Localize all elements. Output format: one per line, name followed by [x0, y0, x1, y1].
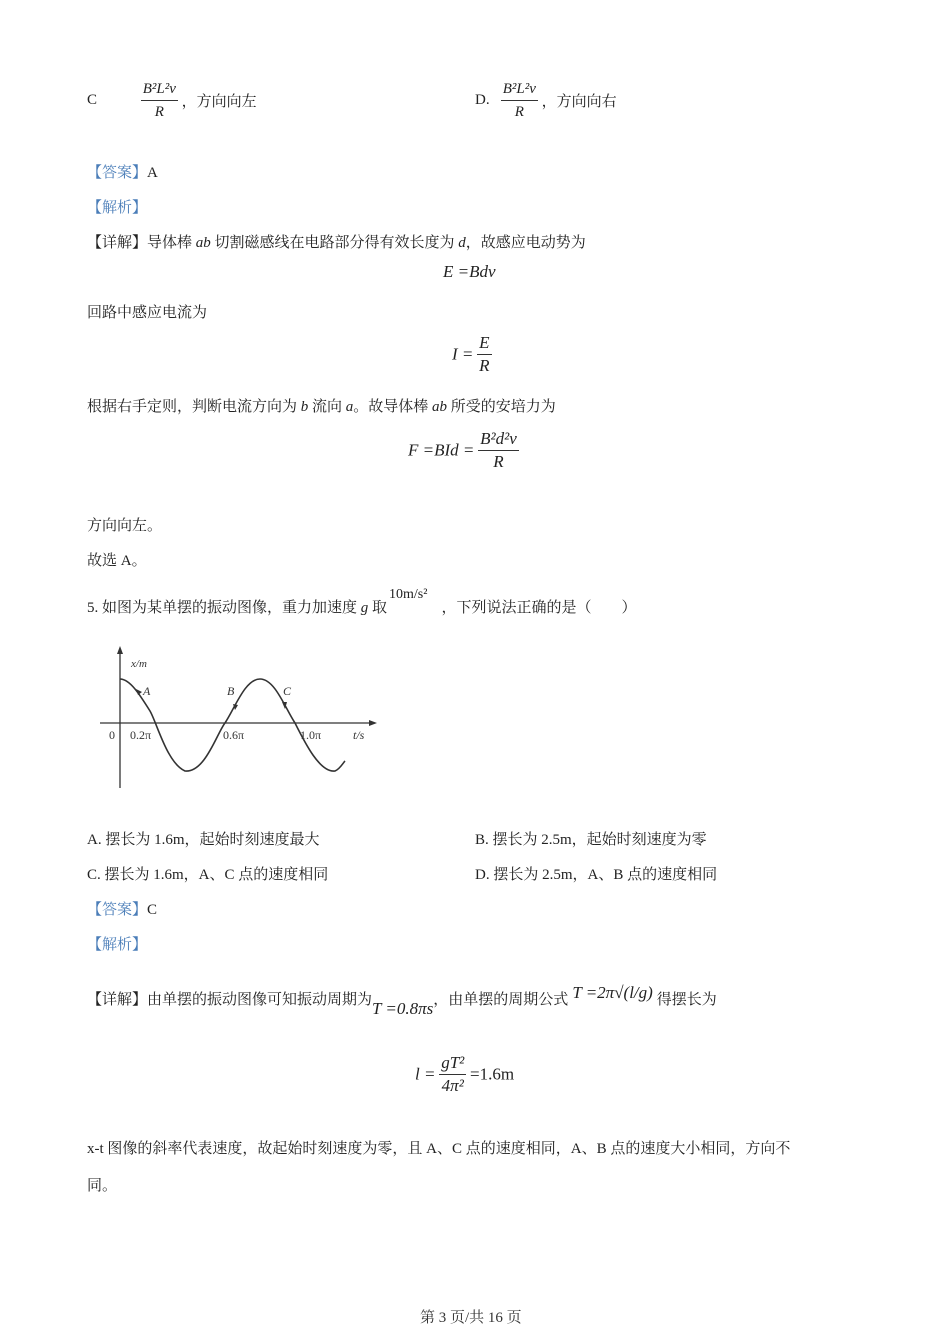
period-equation: T =0.8πs	[372, 999, 434, 1018]
text: 导体棒	[147, 235, 196, 251]
equation-emf: E =Bdv	[443, 262, 496, 281]
analysis-tag: 【解析】	[87, 937, 148, 953]
var-g: g	[360, 600, 369, 616]
var-d: d	[458, 235, 466, 251]
svg-text:1.0π: 1.0π	[300, 728, 322, 742]
sine-wave-chart	[95, 643, 385, 793]
option-text: ，方向向左	[181, 94, 257, 110]
denominator: R	[479, 356, 490, 375]
denominator: R	[493, 452, 504, 471]
text: 。故导体棒	[353, 399, 433, 415]
option-label: D.	[475, 92, 490, 108]
text: ，下列说法正确的是（ ）	[441, 600, 637, 616]
svg-text:B: B	[227, 684, 235, 698]
equation-current	[452, 332, 492, 377]
analysis-tag: 【解析】	[87, 200, 148, 216]
fraction	[439, 1052, 466, 1097]
text: 所受的安培力为	[447, 399, 556, 415]
option-d	[475, 78, 617, 123]
text-line: 方向向左。	[87, 518, 163, 534]
equation-force	[408, 428, 519, 473]
oscillation-graph	[95, 643, 385, 793]
detail-tag: 【详解】	[87, 235, 148, 251]
svg-text:0: 0	[109, 728, 115, 742]
answer-value: A	[147, 165, 158, 181]
detail-line	[87, 231, 586, 252]
denominator: R	[514, 104, 524, 120]
text: 根据右手定则，判断电流方向为	[87, 399, 301, 415]
text: 切割磁感线在电路部分得有效长度为	[210, 235, 459, 251]
text: 流向	[308, 399, 346, 415]
answer-tag: 【答案】	[87, 902, 148, 918]
option-label: C	[87, 92, 98, 108]
conclusion-line: x-t 图像的斜率代表速度，故起始时刻速度为零，且 A、C 点的速度相同，A、B 点的速度大小相同，方向不	[87, 1141, 791, 1157]
eq-lhs: F =BId =	[408, 440, 475, 460]
option-a: A. 摆长为 1.6m，起始时刻速度最大	[87, 832, 320, 848]
fraction	[141, 78, 178, 123]
period-formula: T =2π√(l/g)	[572, 983, 653, 1002]
denominator: R	[154, 104, 164, 120]
numerator: gT²	[439, 1052, 466, 1075]
text-line	[87, 395, 556, 416]
option-c	[87, 78, 257, 123]
numerator: B²L²v	[501, 78, 538, 101]
detail-line	[87, 983, 717, 1018]
answer-tag: 【答案】	[87, 165, 148, 181]
var: a	[345, 399, 354, 415]
eq-lhs: I =	[452, 344, 474, 364]
svg-text:0.2π: 0.2π	[130, 728, 152, 742]
denominator: 4π²	[441, 1076, 464, 1095]
svg-text:0.6π: 0.6π	[223, 728, 245, 742]
svg-text:C: C	[283, 684, 292, 698]
svg-text:x/m: x/m	[131, 658, 147, 670]
numerator: B²d²v	[478, 428, 519, 451]
text: 由单摆的振动图像可知振动周期为	[147, 992, 373, 1008]
text-line: 回路中感应电流为	[87, 305, 208, 321]
question-stem	[87, 587, 637, 617]
option-text: ，方向向右	[541, 94, 617, 110]
g-value: 10m/s²	[389, 587, 428, 602]
option-d: D. 摆长为 2.5m，A、B 点的速度相同	[475, 867, 718, 883]
eq-lhs: l =	[415, 1064, 436, 1084]
var: b	[300, 399, 309, 415]
text: ，由单摆的周期公式	[433, 992, 569, 1008]
answer-line	[87, 161, 158, 182]
fraction	[478, 428, 519, 473]
detail-tag: 【详解】	[87, 992, 148, 1008]
var: ab	[432, 399, 448, 415]
svg-text:t/s: t/s	[353, 728, 365, 742]
text: 得摆长为	[656, 992, 717, 1008]
option-c: C. 摆长为 1.6m，A、C 点的速度相同	[87, 867, 329, 883]
text: 5. 如图为某单摆的振动图像，重力加速度	[87, 600, 361, 616]
fraction	[477, 332, 491, 377]
text: 取	[368, 600, 388, 616]
svg-text:A: A	[143, 684, 151, 698]
var-ab: ab	[195, 235, 211, 251]
option-b: B. 摆长为 2.5m，起始时刻速度为零	[475, 832, 707, 848]
numerator: E	[477, 332, 491, 355]
eq-rhs: =1.6m	[470, 1064, 515, 1084]
answer-line	[87, 898, 157, 919]
conclusion-line: 同。	[87, 1178, 118, 1194]
fraction	[501, 78, 538, 123]
equation-length	[415, 1052, 514, 1097]
numerator: B²L²v	[141, 78, 178, 101]
text-line: 故选 A。	[87, 553, 147, 569]
page-number: 第 3 页/共 16 页	[420, 1310, 522, 1326]
text: ，故感应电动势为	[465, 235, 586, 251]
answer-value: C	[147, 902, 158, 918]
